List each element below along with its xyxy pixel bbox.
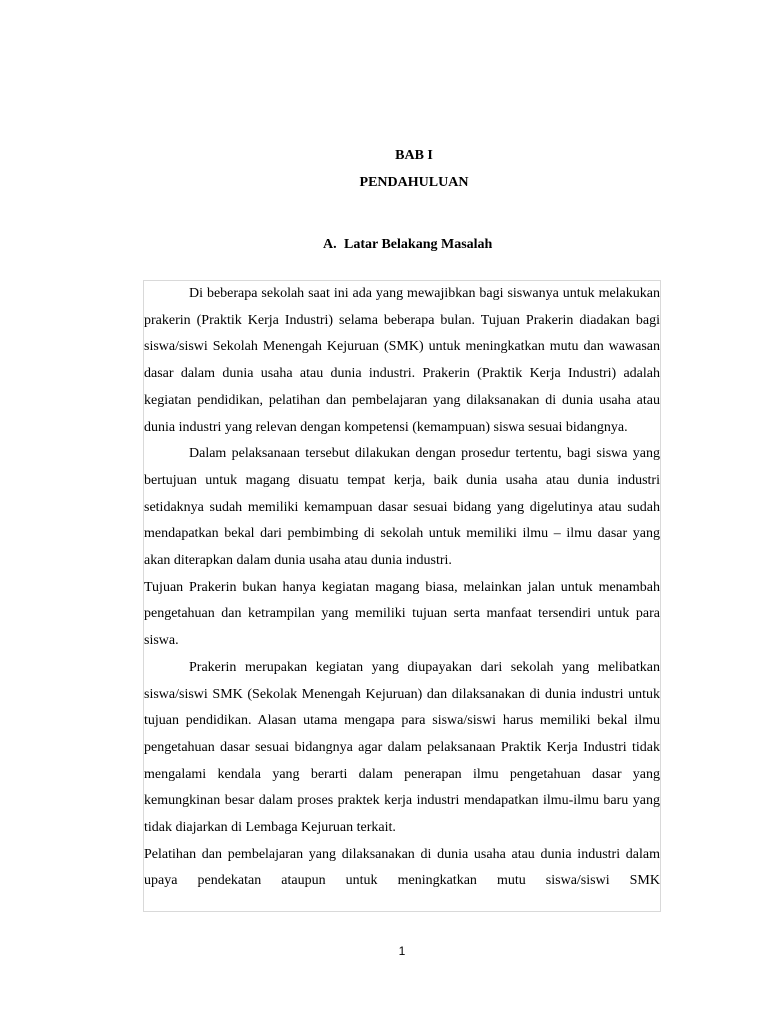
paragraph-4: Prakerin merupakan kegiatan yang diupayakan dari sekolah yang melibatkan siswa/siswi SMK (Sekolak Menengah Kejuruan) dan dilaksanakan di dunia industri untuk tujuan pendidikan. Alasan utama mengapa para siswa/siswi harus memiliki bekal ilmu pengetahuan dasar sesuai bidangnya agar dalam pelaksanaan Praktik Kerja Industri tidak mengalami kendala yang berarti dalam penerapan ilmu pengetahuan dasar yang kemungkinan besar dalam proses praktek kerja industri mendapatkan ilmu-ilmu baru yang tidak diajarkan di Lembaga Kejuruan terkait.: [144, 659, 660, 836]
section-letter: A.: [323, 237, 337, 252]
section-heading: [323, 236, 492, 254]
body-text-box[interactable]: [143, 280, 661, 912]
chapter-number: BAB I: [395, 148, 433, 163]
section-title: Latar Belakang Masalah: [344, 237, 493, 252]
paragraph-5: Pelatihan dan pembelajaran yang dilaksanakan di dunia usaha atau dunia industri dalam upaya pendekatan ataupun untuk meningkatkan mutu siswa/siswi SMK: [144, 846, 660, 889]
paragraph-3: Tujuan Prakerin bukan hanya kegiatan magang biasa, melainkan jalan untuk menambah pengetahuan dan ketrampilan yang memiliki tujuan serta manfaat tersendiri untuk para siswa.: [144, 579, 660, 649]
page-number: 1: [398, 944, 406, 958]
chapter-title: PENDAHULUAN: [359, 175, 469, 190]
paragraph-2: Dalam pelaksanaan tersebut dilakukan dengan prosedur tertentu, bagi siswa yang bertujuan untuk magang disuatu tempat kerja, baik dunia usaha atau dunia industri setidaknya sudah memiliki kemampuan dasar sesuai bidang yang digelutinya atau sudah mendapatkan bekal dari pembimbing di sekolah untuk memiliki ilmu – ilmu dasar yang akan diterapkan dalam dunia usaha atau dunia industri.: [144, 446, 660, 569]
paragraph-1: Di beberapa sekolah saat ini ada yang mewajibkan bagi siswanya untuk melakukan prakerin (Praktik Kerja Industri) selama beberapa bulan. Tujuan Prakerin diadakan bagi siswa/siswi Sekolah Menengah Kejuruan (SMK) untuk meningkatkan mutu dan wawasan dasar dalam dunia usaha atau dunia industri. Prakerin (Praktik Kerja Industri) adalah kegiatan pendidikan, pelatihan dan pembelajaran yang dilaksanakan di dunia usaha atau dunia industri yang relevan dengan kompetensi (kemampuan) siswa sesuai bidangnya.: [144, 286, 660, 435]
